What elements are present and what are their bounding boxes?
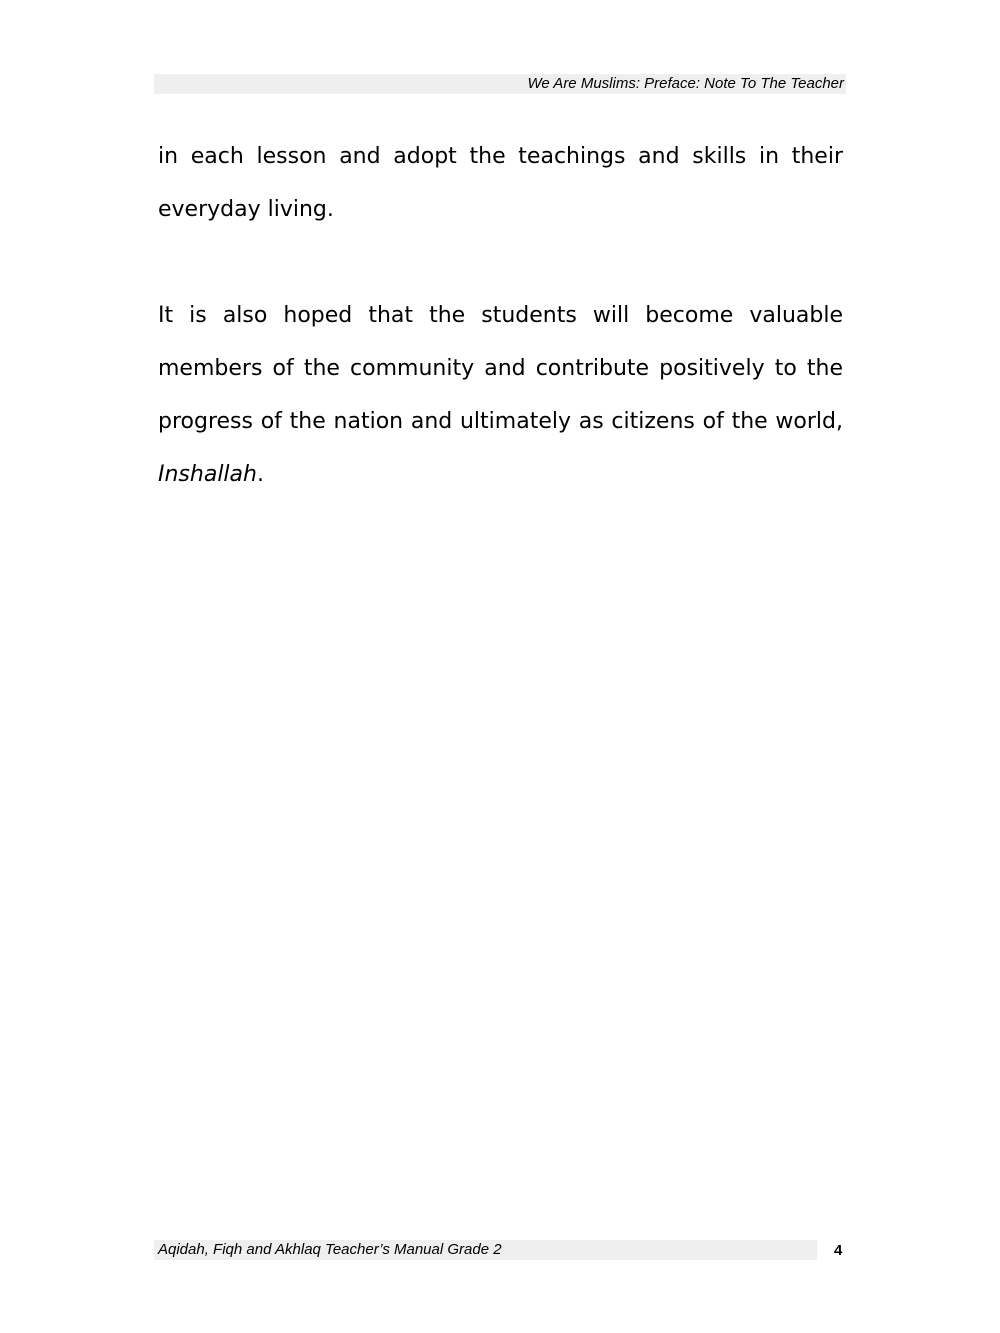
paragraph-2-emphasis: Inshallah <box>158 462 257 487</box>
paragraph-2 <box>158 289 843 501</box>
paragraph-2-text: It is also hoped that the students will become valuable members of the community and contribute positively to the progress of the nation and ultimately as citizens of the world, <box>158 303 843 434</box>
running-header: We Are Muslims: Preface: Note To The Teacher <box>527 75 844 92</box>
paragraph-2-end: . <box>256 462 264 487</box>
paragraph-1: in each lesson and adopt the teachings and skills in their everyday living. <box>158 144 843 222</box>
footer-book-title: Aqidah, Fiqh and Akhlaq Teacher’s Manual Grade 2 <box>158 1241 502 1258</box>
page-number: 4 <box>834 1242 843 1259</box>
